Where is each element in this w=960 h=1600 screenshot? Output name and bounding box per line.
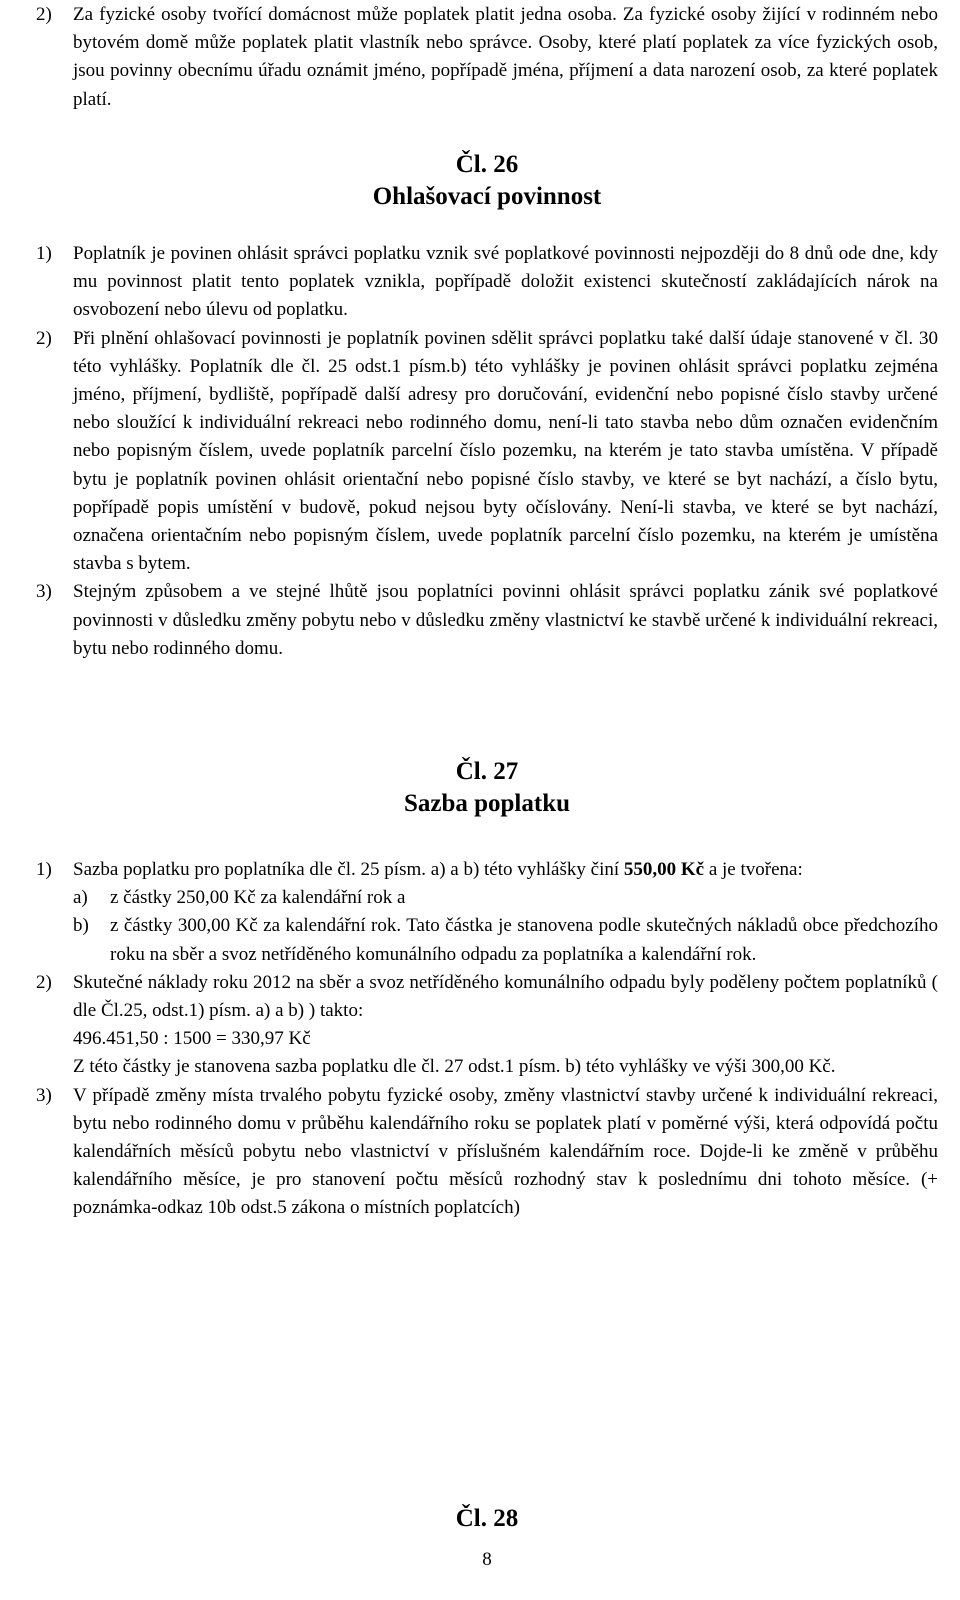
- subitem-b: [73, 912, 938, 968]
- article-26-item-2: [36, 325, 938, 579]
- article-26-number: Čl. 26: [455, 151, 519, 178]
- document-page: [36, 0, 938, 1600]
- article-26-title: Ohlašovací povinnost: [372, 183, 602, 210]
- item-number: 1): [36, 243, 52, 264]
- item-text: Stejným způsobem a ve stejné lhůtě jsou poplatníci povinni ohlásit správci poplatku zánik své poplatkové povinnosti v důsledku změny pobytu nebo v důsledku změny vlastnictví ke stavbě určené k individuální rekreaci, bytu nebo rodinného domu.: [73, 581, 938, 659]
- item-number: 2): [36, 971, 52, 993]
- item-text: Poplatník je povinen ohlásit správci poplatku vznik své poplatkové povinnosti nejpozději do 8 dnů ode dne, kdy mu povinnost platit tento poplatek vznikla, popřípadě doložit existenci skutečností zakládajících nárok na osvobození nebo úlevu od poplatku.: [73, 243, 938, 321]
- item-conclusion: Z této částky je stanovena sazba poplatku dle čl. 27 odst.1 písm. b) této vyhlášky ve výši 300,00 Kč.: [73, 1056, 836, 1078]
- article-27-item-1: [36, 856, 938, 969]
- item-text: Skutečné náklady roku 2012 na sběr a svoz netříděného komunálního odpadu byly poděleny počtem poplatníků ( dle Čl.25, odst.1) písm. a) a b) ) takto:: [73, 971, 938, 1022]
- article-27-item-2: [36, 969, 938, 1082]
- subitem-text: z částky 250,00 Kč za kalendářní rok a: [110, 887, 406, 909]
- article-26-list: [36, 240, 938, 663]
- fee-amount: 550,00 Kč: [623, 859, 705, 880]
- intro-item: [36, 1, 938, 114]
- intro-item-number: 2): [36, 4, 52, 25]
- subitem-letter: b): [73, 915, 89, 937]
- article-28-number: Čl. 28: [455, 1505, 519, 1532]
- item-text-before: Sazba poplatku pro poplatníka dle čl. 25 písm. a) a b) této vyhlášky činí: [73, 859, 624, 880]
- cost-calculation: 496.451,50 : 1500 = 330,97 Kč: [73, 1028, 311, 1050]
- item-text-after: a je tvořena:: [704, 859, 803, 880]
- subitem-a: [73, 884, 938, 912]
- article-27-title: Sazba poplatku: [403, 790, 571, 817]
- subitem-text: z částky 300,00 Kč za kalendářní rok. Tato částka je stanovena podle skutečných nákladů obce předchozího roku na sběr a svoz netříděného komunálního odpadu za poplatníka a kalendářní rok.: [110, 915, 938, 965]
- subitem-letter: a): [73, 887, 88, 909]
- item-number: 3): [36, 581, 52, 603]
- item-body: [73, 969, 938, 1082]
- page-number: 8: [482, 1549, 492, 1570]
- item-number: 2): [36, 327, 52, 349]
- article-27-number: Čl. 27: [455, 758, 519, 785]
- article-27-list: [36, 856, 938, 1223]
- item-number: 1): [36, 859, 52, 880]
- item-number: 3): [36, 1084, 52, 1106]
- intro-item-text: Za fyzické osoby tvořící domácnost může poplatek platit jedna osoba. Za fyzické osoby žijící v rodinném nebo bytovém domě může poplatek platit vlastník nebo správce. Osoby, které platí poplatek za více fyzických osob, jsou povinny obecnímu úřadu oznámit jméno, popřípadě jména, příjmení a data narození osob, za které poplatek platí.: [73, 4, 938, 110]
- item-body: [73, 856, 938, 969]
- article-26-item-1: [36, 240, 938, 325]
- item-text: V případě změny místa trvalého pobytu fyzické osoby, změny vlastnictví stavby určené k individuální rekreaci, bytu nebo rodinného domu v průběhu kalendářního roku se poplatek platí v poměrné výši, která odpovídá počtu kalendářních měsíců pobytu nebo vlastnictví v příslušném kalendářním roce. Dojde-li ke změně v průběhu kalendářního měsíce, je pro stanovení počtu měsíců rozhodný stav k poslednímu dni tohoto měsíce. (+ poznámka-odkaz 10b odst.5 zákona o místních poplatcích): [73, 1084, 938, 1219]
- item-text: Při plnění ohlašovací povinnosti je poplatník povinen sdělit správci poplatku také další údaje stanovené v čl. 30 této vyhlášky. Poplatník dle čl. 25 odst.1 písm.b) této vyhlášky je povinen ohlásit správci poplatku zejména jméno, příjmení, bydliště, popřípadě další adresy pro doručování, evidenční nebo popisné číslo stavby určené nebo sloužící k individuální rekreaci nebo rodinného domu, není-li tato stavba nebo dům označen evidenčním nebo popisným číslem, uvede poplatník parcelní číslo pozemku, na kterém je tato stavba umístěna. V případě bytu je poplatník povinen ohlásit orientační nebo popisné číslo stavby, ve které se byt nachází, a číslo bytu, popřípadě popis umístění v budově, pokud nejsou byty očíslovány. Není-li stavba, ve které se byt nachází, označena orientačním nebo popisným číslem, uvede poplatník parcelní číslo pozemku, na kterém je umístěna stavba s bytem.: [73, 327, 938, 575]
- article-27-item-3: [36, 1082, 938, 1223]
- article-26-item-3: [36, 578, 938, 663]
